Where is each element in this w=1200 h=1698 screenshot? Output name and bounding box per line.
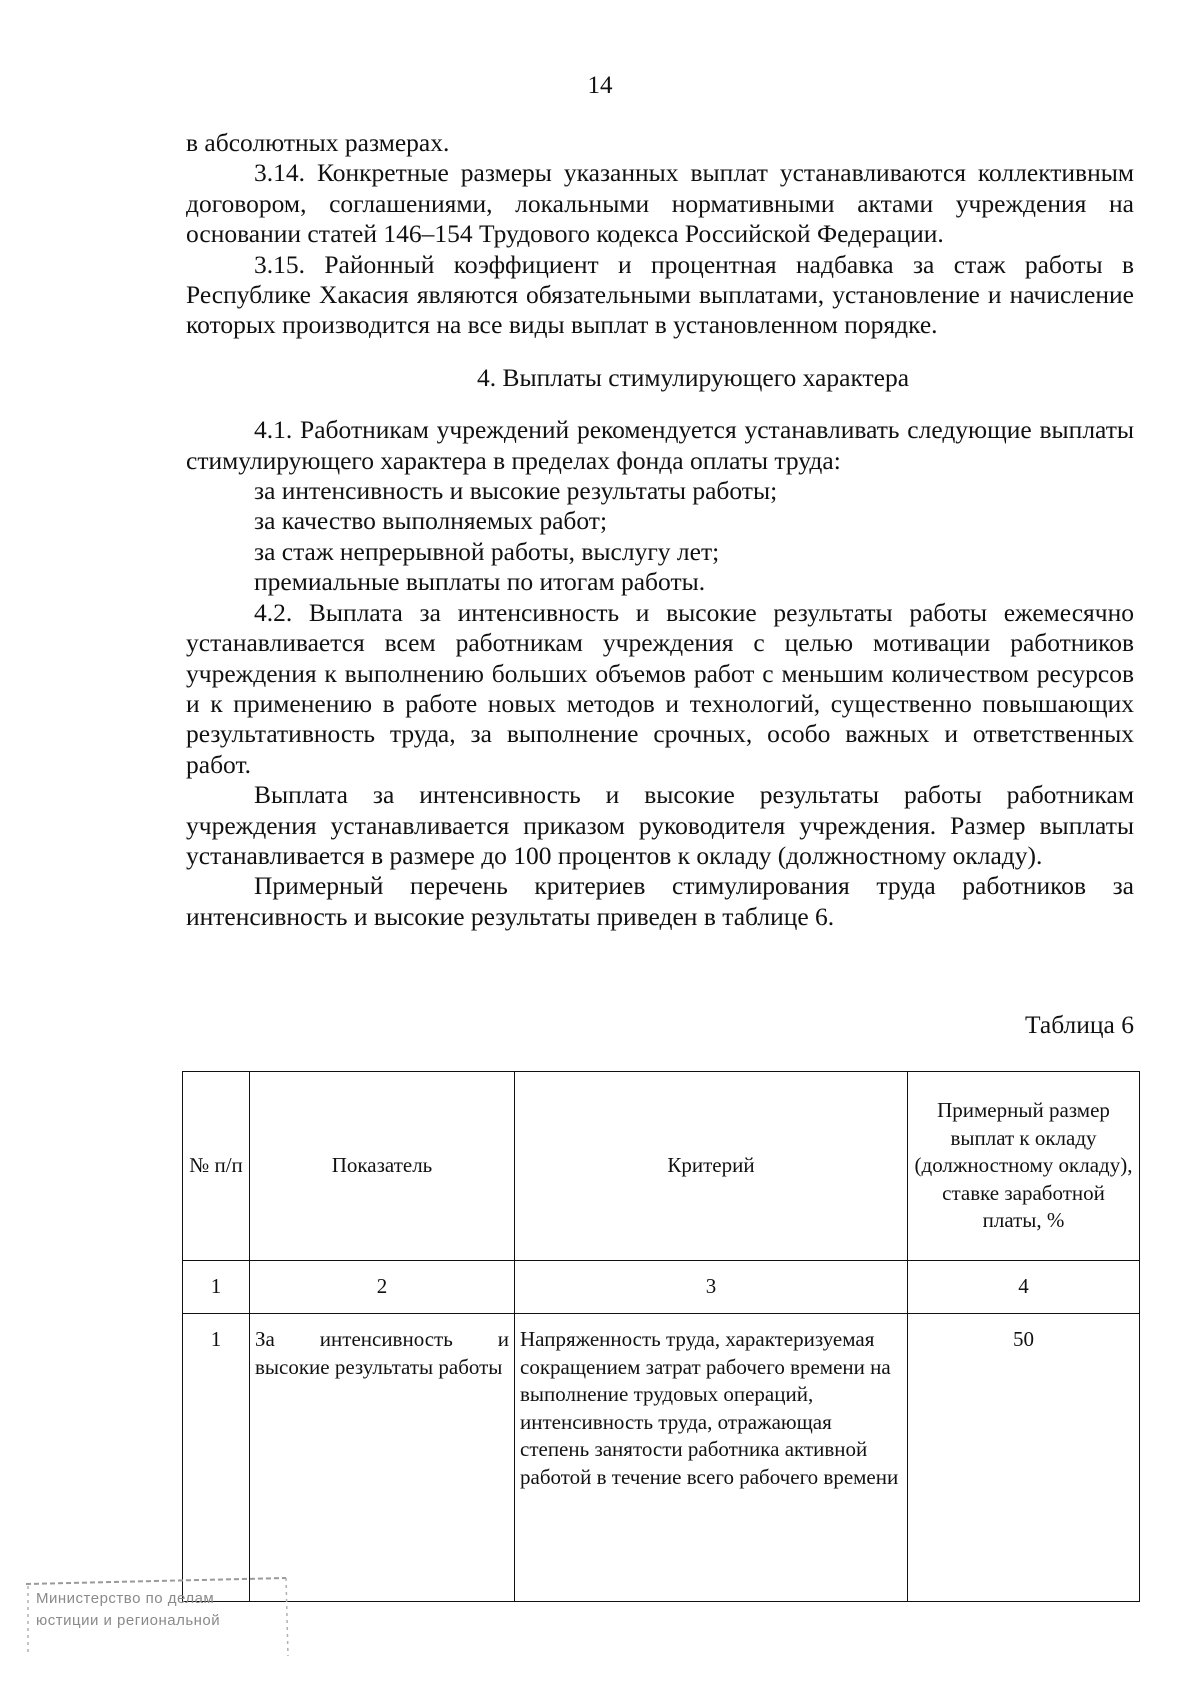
header-indicator: Показатель [250,1072,515,1261]
stamp-line-1: Министерство по делам [36,1590,215,1607]
registration-stamp [24,1566,290,1666]
row-indicator: За интенсивность и высокие результаты работы [250,1314,515,1602]
list-item: за интенсивность и высокие результаты работы; [254,476,778,506]
header-criterion: Критерий [515,1072,908,1261]
table-row [183,1314,1140,1602]
row-payment-size: 50 [908,1314,1140,1602]
table-header-row [183,1072,1140,1261]
document-body [186,128,1134,932]
paragraph-4-1: 4.1. Работникам учреждений рекомендуется устанавливать следующие выплаты стимулирующего характера в пределах фонда оплаты труда: [186,415,1134,475]
list-item: премиальные выплаты по итогам работы. [254,567,706,597]
paragraph-3-14: 3.14. Конкретные размеры указанных выплат устанавливаются коллективным договором, соглашениями, локальными нормативными актами учреждения на основании статей 146–154 Трудового кодекса Российской Федерации. [186,158,1134,249]
column-number: 1 [183,1261,250,1314]
header-payment-size: Примерный размер выплат к окладу (должностному окладу), ставке заработной платы, % [908,1072,1140,1261]
column-number: 2 [250,1261,515,1314]
list-item: за качество выполняемых работ; [254,506,608,536]
paragraph-criteria-reference: Примерный перечень критериев стимулирования труда работников за интенсивность и высокие результаты приведен в таблице 6. [186,871,1134,931]
stamp-line-2: юстиции и региональной [36,1612,221,1629]
paragraph-3-15: 3.15. Районный коэффициент и процентная надбавка за стаж работы в Республике Хакасия являются обязательными выплатами, установление и начисление которых производится на все виды выплат в установленном порядке. [186,249,1134,340]
paragraph-4-2: 4.2. Выплата за интенсивность и высокие результаты работы ежемесячно устанавливается всем работникам учреждения с целью мотивации работников учреждения к выполнению больших объемов работ с меньшим количеством ресурсов и к применению в работе новых методов и технологий, существенно повышающих результативность труда, за выполнение срочных, особо важных и ответственных работ. [186,597,1134,779]
page-number: 14 [587,72,613,99]
section-heading: 4. Выплаты стимулирующего характера [476,362,910,392]
table-label: Таблица 6 [1024,1010,1134,1039]
column-number-row [183,1261,1140,1314]
paragraph-continuation: в абсолютных размерах. [186,128,450,157]
column-number: 3 [515,1261,908,1314]
header-number: № п/п [183,1072,250,1261]
row-criterion: Напряженность труда, характеризуемая сокращением затрат рабочего времени на выполнение трудовых операций, интенсивность труда, отражающая степень занятости работника активной работой в течение всего рабочего времени [515,1314,908,1602]
paragraph-payment-order: Выплата за интенсивность и высокие результаты работы работникам учреждения устанавливается приказом руководителя учреждения. Размер выплаты устанавливается в размере до 100 процентов к окладу (должностному окладу). [186,780,1134,870]
column-number: 4 [908,1261,1140,1314]
row-number: 1 [183,1314,250,1602]
criteria-table [182,1071,1140,1602]
list-item: за стаж непрерывной работы, выслугу лет; [254,536,720,566]
